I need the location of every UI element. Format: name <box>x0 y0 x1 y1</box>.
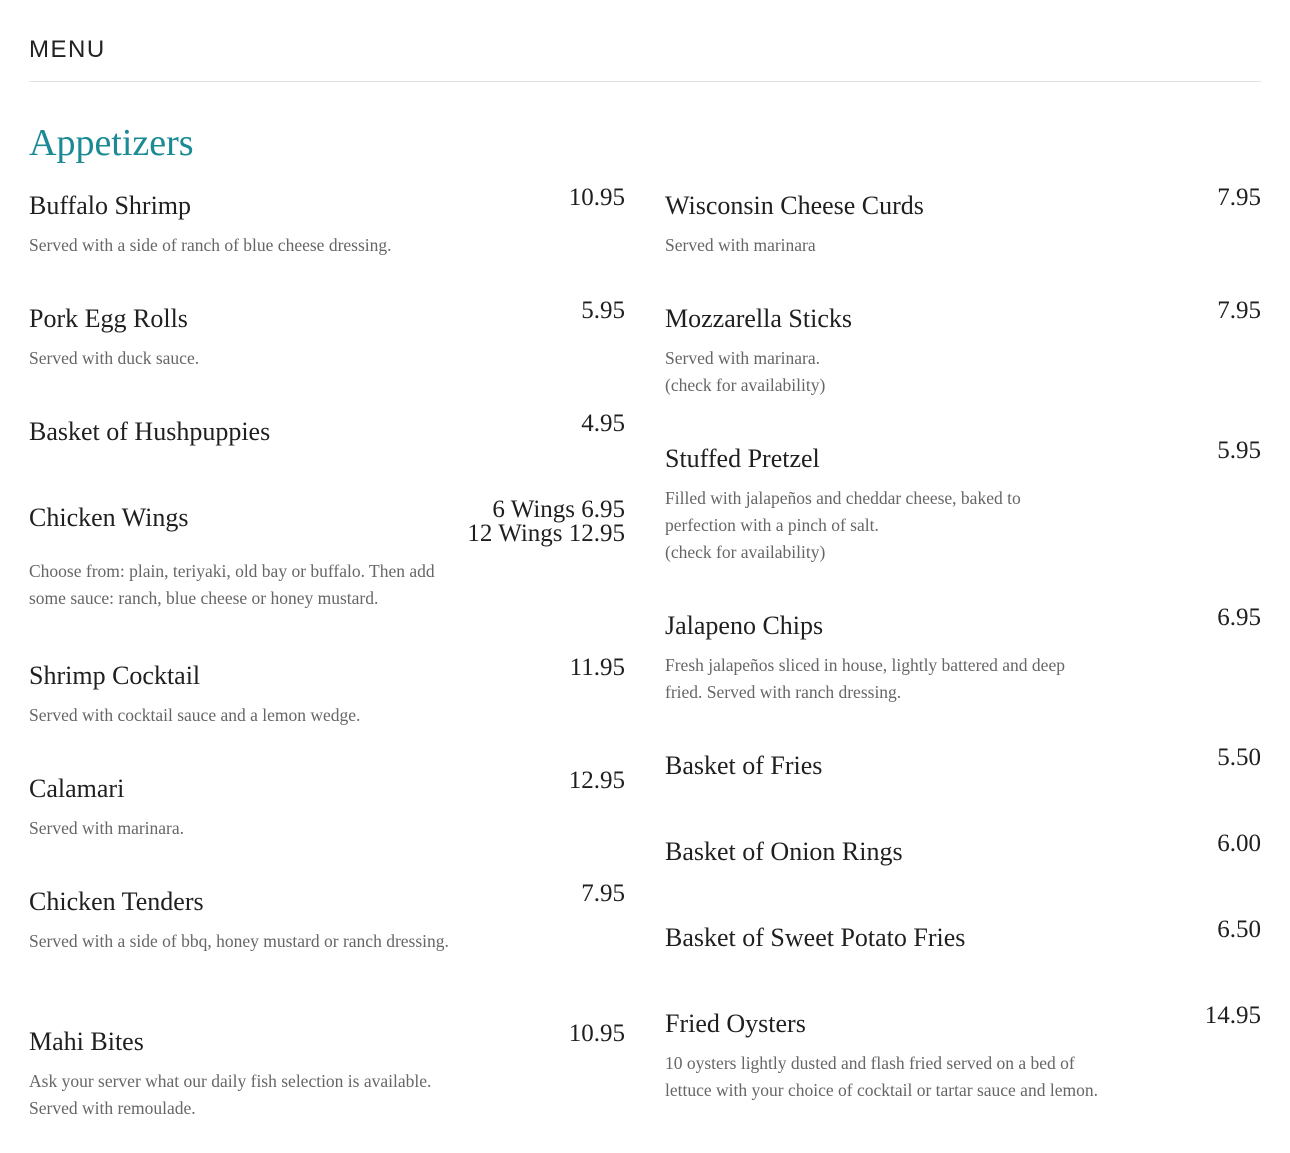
item-name: Pork Egg Rolls <box>29 304 188 333</box>
item-price-option: 12 Wings 12.95 <box>467 520 625 547</box>
item-price: 6.50 <box>1217 916 1261 943</box>
item-name: Basket of Sweet Potato Fries <box>665 923 966 952</box>
menu-item <box>29 496 625 612</box>
item-price: 5.95 <box>581 297 625 324</box>
item-description: Served with marinara. <box>29 818 185 838</box>
menu-item <box>665 830 1261 868</box>
menu-item <box>29 297 625 372</box>
item-price: 5.95 <box>1217 437 1261 464</box>
menu-item <box>665 916 1261 954</box>
item-name: Fried Oysters <box>665 1009 806 1038</box>
item-description: Filled with jalapeños and cheddar cheese, baked to perfection with a pinch of salt. (check for availability) <box>665 488 1021 562</box>
item-description: Fresh jalapeños sliced in house, lightly battered and deep fried. Served with ranch dressing. <box>665 655 1065 702</box>
item-price: 5.50 <box>1217 744 1261 771</box>
item-name: Wisconsin Cheese Curds <box>665 191 924 220</box>
menu-item <box>665 437 1261 566</box>
item-price: 7.95 <box>1217 297 1261 324</box>
menu-item <box>29 1020 625 1122</box>
item-name: Buffalo Shrimp <box>29 191 192 220</box>
item-description: Served with duck sauce. <box>29 348 200 368</box>
menu-item <box>29 654 625 729</box>
menu-header <box>29 0 1261 82</box>
item-price: 10.95 <box>568 1020 625 1047</box>
item-description: Served with a side of bbq, honey mustard or ranch dressing. <box>29 931 449 951</box>
section-title-appetizers: Appetizers <box>29 122 194 164</box>
item-price: 6.00 <box>1217 830 1261 857</box>
item-description: Choose from: plain, teriyaki, old bay or buffalo. Then add some sauce: ranch, blue cheese or honey mustard. <box>29 561 435 608</box>
item-description: Ask your server what our daily fish selection is available. Served with remoulade. <box>29 1071 432 1118</box>
menu-item <box>29 880 625 955</box>
item-price: 12.95 <box>568 767 625 794</box>
item-description: 10 oysters lightly dusted and flash fried served on a bed of lettuce with your choice of cocktail or tartar sauce and lemon. <box>665 1053 1098 1100</box>
item-price: 14.95 <box>1204 1002 1261 1029</box>
item-name: Chicken Wings <box>29 503 189 532</box>
menu-item <box>665 744 1261 782</box>
menu-item <box>29 767 625 842</box>
item-name: Stuffed Pretzel <box>665 444 820 473</box>
menu-item <box>665 297 1261 399</box>
item-name: Calamari <box>29 774 125 803</box>
item-price: 10.95 <box>568 184 625 211</box>
item-price: 4.95 <box>581 410 625 437</box>
item-price <box>467 498 625 546</box>
menu-item <box>665 1002 1261 1104</box>
menu-item <box>29 410 625 448</box>
item-name: Basket of Fries <box>665 751 823 780</box>
item-description: Served with marinara. (check for availability) <box>665 348 826 395</box>
item-name: Chicken Tenders <box>29 887 204 916</box>
item-name: Mahi Bites <box>29 1027 144 1056</box>
item-description: Served with marinara <box>665 235 816 255</box>
menu-title: MENU <box>29 36 106 63</box>
menu-item <box>29 184 625 259</box>
item-name: Mozzarella Sticks <box>665 304 852 333</box>
item-price: 7.95 <box>1217 184 1261 211</box>
item-name: Basket of Hushpuppies <box>29 417 271 446</box>
item-description: Served with cocktail sauce and a lemon wedge. <box>29 705 361 725</box>
item-name: Jalapeno Chips <box>665 611 824 640</box>
menu-item <box>665 184 1261 259</box>
item-price: 7.95 <box>581 880 625 907</box>
item-price-option: 6 Wings 6.95 <box>492 496 625 523</box>
item-name: Basket of Onion Rings <box>665 837 903 866</box>
item-price: 11.95 <box>569 654 625 681</box>
item-price: 6.95 <box>1217 604 1261 631</box>
item-description: Served with a side of ranch of blue cheese dressing. <box>29 235 392 255</box>
item-name: Shrimp Cocktail <box>29 661 201 690</box>
menu-item <box>665 604 1261 706</box>
